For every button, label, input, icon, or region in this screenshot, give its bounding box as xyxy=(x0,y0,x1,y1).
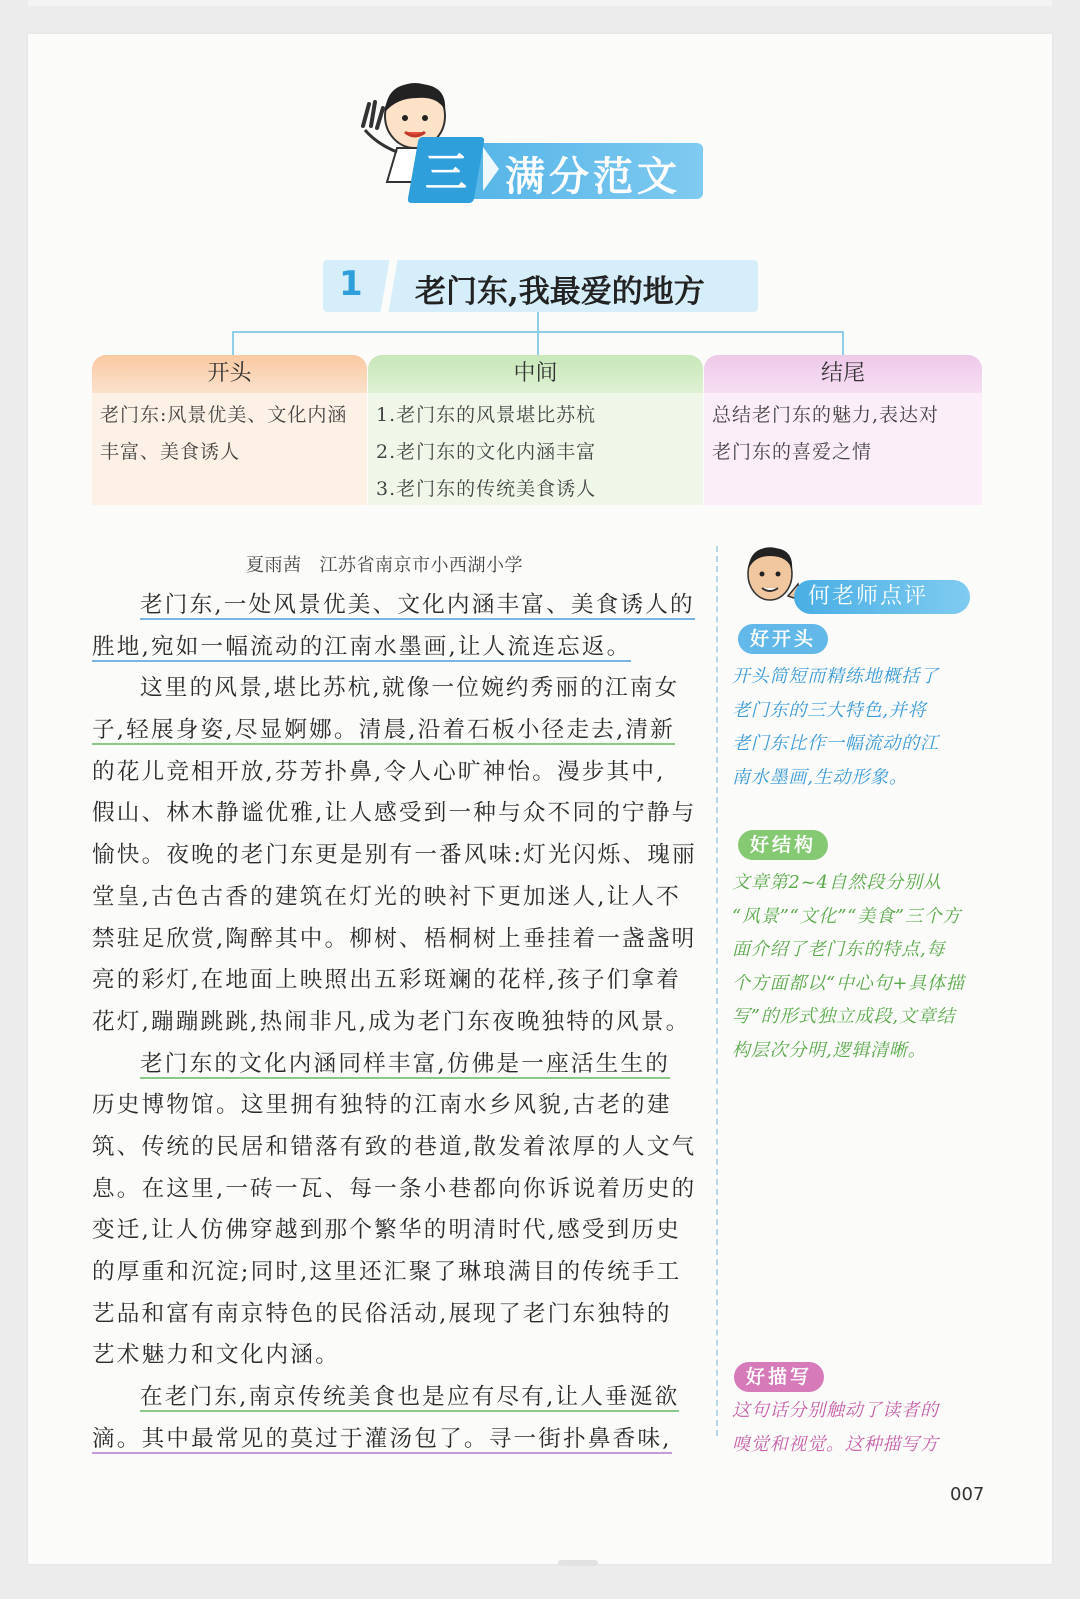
outline-line: 3.老门东的传统美食诱人 xyxy=(376,478,597,500)
essay-line: 的花儿竞相开放,芬芳扑鼻,令人心旷神怡。漫步其中, xyxy=(92,758,666,785)
essay-line: 滴。其中最常见的莫过于灌汤包了。寻一街扑鼻香味, xyxy=(92,1425,672,1452)
essay-line: 禁驻足欣赏,陶醉其中。柳树、梧桐树上垂挂着一盏盏明 xyxy=(92,925,697,952)
top-strip xyxy=(28,0,1052,6)
essay-line: 假山、林木静谧优雅,让人感受到一种与众不同的宁静与 xyxy=(92,800,697,827)
outline-head: 中间 xyxy=(368,355,703,393)
outline-line: 2.老门东的文化内涵丰富 xyxy=(376,441,597,463)
author-school: 江苏省南京市小西湖小学 xyxy=(319,555,523,576)
essay-line: 筑、传统的民居和错落有致的巷道,散发着浓厚的人文气 xyxy=(92,1133,697,1160)
outline-column-ending xyxy=(704,355,982,505)
essay-line: 堂皇,古色古香的建筑在灯光的映衬下更加迷人,让人不 xyxy=(92,883,682,910)
column-divider xyxy=(716,546,718,1436)
essay-line: 这里的风景,堪比苏杭,就像一位婉约秀丽的江南女 xyxy=(140,675,680,702)
outline-column-middle xyxy=(368,355,703,505)
outline-line: 丰富、美食诱人 xyxy=(100,441,241,463)
article-number: 1 xyxy=(339,264,363,304)
teacher-comment-header xyxy=(734,540,974,620)
outline-line: 老门东:风景优美、文化内涵 xyxy=(100,404,348,426)
comment-tag: 好描写 xyxy=(734,1362,824,1392)
outline-head: 开头 xyxy=(92,355,367,393)
author-line xyxy=(246,551,523,577)
essay-line: 愉快。夜晚的老门东更是别有一番风味:灯光闪烁、瑰丽 xyxy=(92,842,697,869)
essay-line: 的厚重和沉淀;同时,这里还汇聚了琳琅满目的传统手工 xyxy=(92,1259,682,1285)
essay-line: 花灯,蹦蹦跳跳,热闹非凡,成为老门东夜晚独特的风景。 xyxy=(92,1008,691,1035)
essay-line: 变迁,让人仿佛穿越到那个繁华的明清时代,感受到历史 xyxy=(92,1217,682,1244)
essay-line: 胜地,宛如一幅流动的江南水墨画,让人流连忘返。 xyxy=(92,633,632,660)
essay-line: 艺品和富有南京特色的民俗活动,展现了老门东独特的 xyxy=(92,1300,672,1327)
outline-line: 总结老门东的魅力,表达对 xyxy=(712,404,940,426)
comment-text: 这句话分别触动了读者的 嗅觉和视觉。这种描写方 xyxy=(732,1400,939,1455)
essay-body xyxy=(92,585,712,1460)
section-header xyxy=(395,135,715,203)
section-number-badge: 三 xyxy=(407,137,485,203)
essay-line: 在老门东,南京传统美食也是应有尽有,让人垂涎欲 xyxy=(140,1384,680,1411)
section-title: 满分范文 xyxy=(505,154,681,200)
essay-line: 亮的彩灯,在地面上映照出五彩斑斓的花样,孩子们拿着 xyxy=(92,967,682,994)
essay-line: 息。在这里,一砖一瓦、每一条小巷都向你诉说着历史的 xyxy=(92,1175,697,1202)
essay-line: 老门东,一处风景优美、文化内涵丰富、美食诱人的 xyxy=(140,592,695,618)
essay-line: 子,轻展身姿,尽显婀娜。清晨,沿着石板小径走去,清新 xyxy=(92,717,675,744)
scroll-indicator xyxy=(558,1560,598,1566)
outline-line: 老门东的喜爱之情 xyxy=(712,441,873,463)
comment-tag: 好结构 xyxy=(738,830,828,860)
essay-line: 艺术魅力和文化内涵。 xyxy=(92,1342,340,1369)
article-title-box xyxy=(323,260,758,312)
author-name: 夏雨茜 xyxy=(246,555,302,576)
comment-text: 文章第2~4自然段分别从 “风景”“文化”“美食”三个方 面介绍了老门东的特点,每 个方面都以“中心句+具体描 写”的形式独立成段,文章结 构层次分明,逻辑清晰。 xyxy=(732,872,965,1061)
comment-text: 开头简短而精练地概括了 老门东的三大特色,并将 老门东比作一幅流动的江 南水墨画,生动形象。 xyxy=(732,666,939,788)
outline-head: 结尾 xyxy=(704,355,982,393)
outline-column-opening xyxy=(92,355,367,505)
outline-line: 1.老门东的风景堪比苏杭 xyxy=(376,404,597,426)
essay-line: 历史博物馆。这里拥有独特的江南水乡风貌,古老的建 xyxy=(92,1092,672,1119)
essay-line: 老门东的文化内涵同样丰富,仿佛是一座活生生的 xyxy=(140,1050,671,1077)
chevron-right-icon xyxy=(483,147,499,191)
page-number: 007 xyxy=(950,1484,985,1505)
comment-tag: 好开头 xyxy=(738,624,828,654)
teacher-label: 何老师点评 xyxy=(794,580,970,614)
article-title: 老门东,我最爱的地方 xyxy=(415,274,705,310)
